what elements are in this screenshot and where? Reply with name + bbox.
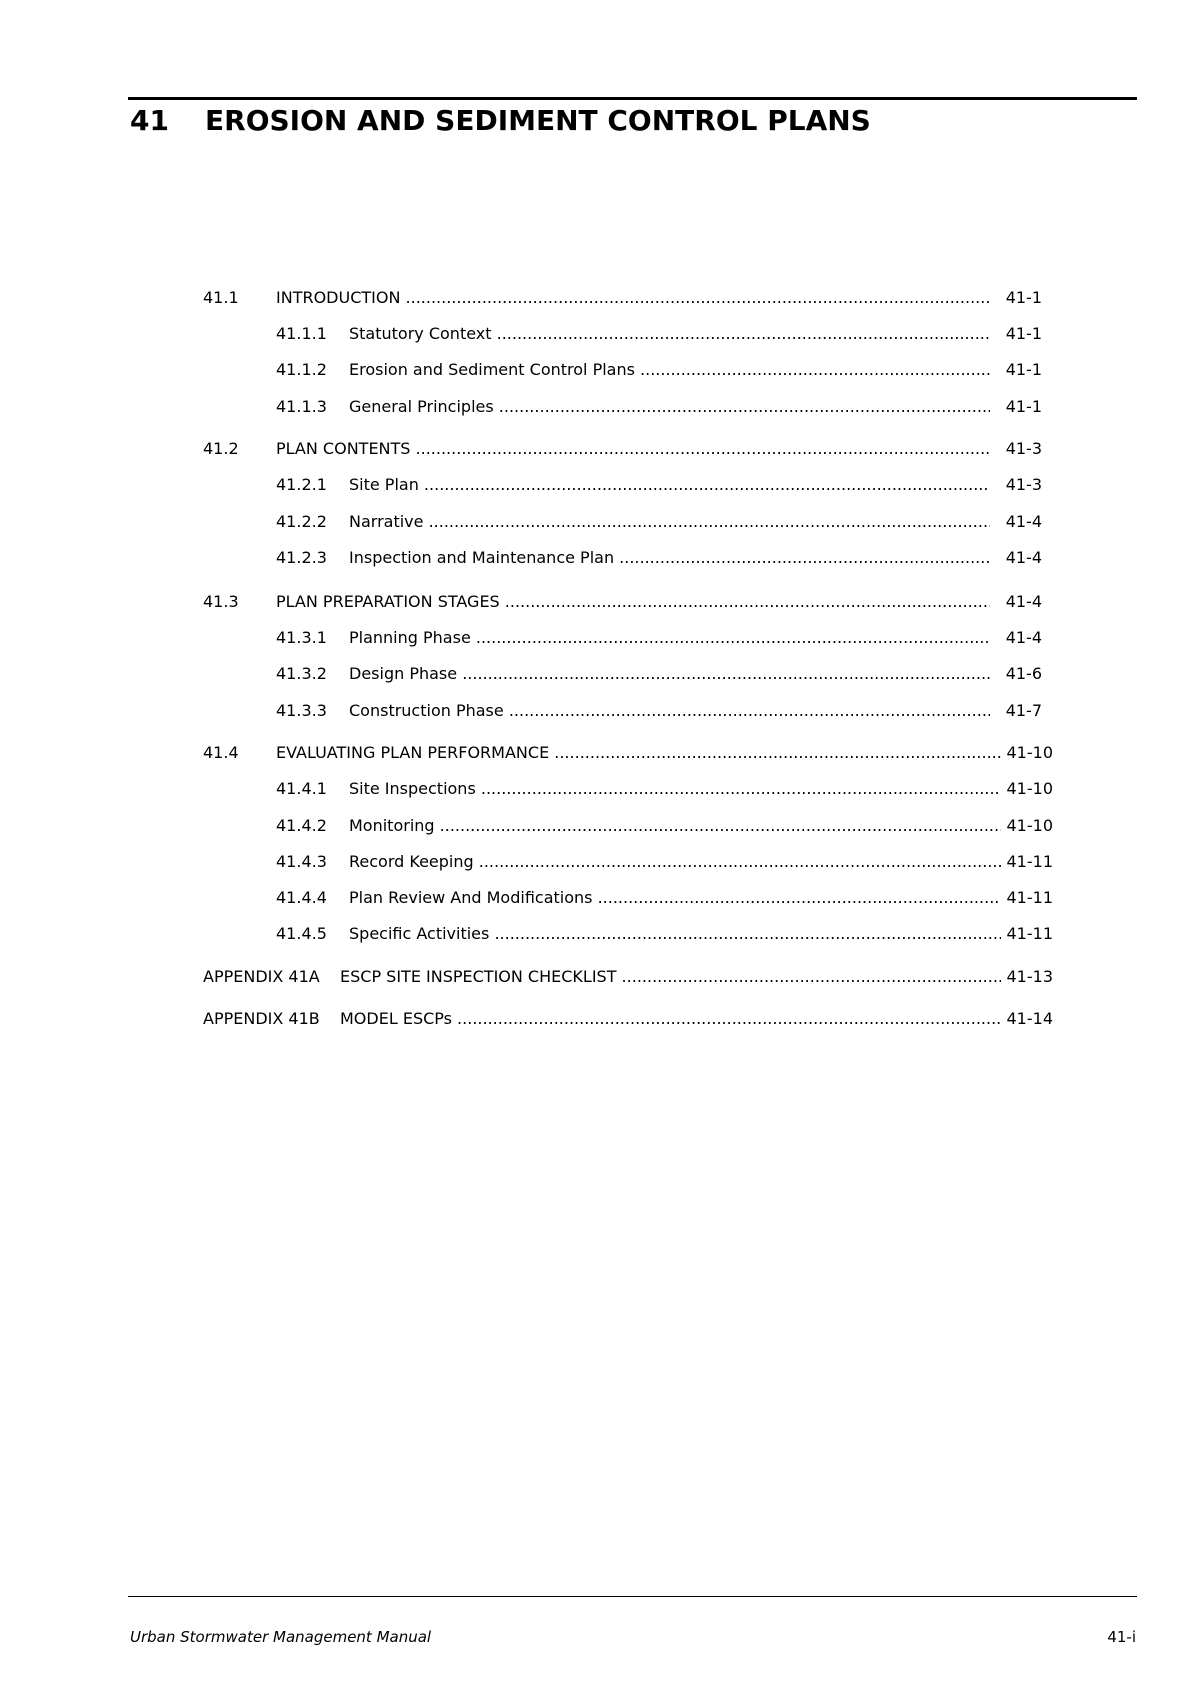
toc-entry-title: Site Plan ..... [349, 473, 990, 497]
toc-entry-page: 41-4 [990, 546, 1042, 570]
toc-entry-subsection[interactable] [276, 699, 1042, 723]
toc-entry-subsection[interactable] [276, 358, 1042, 382]
toc-entry-number: 41.4.1 [276, 779, 327, 798]
toc-entry-title: Design Phase ..... [349, 662, 990, 686]
toc-entry-page: 41-10 [1001, 777, 1053, 801]
toc-entry-title: Site Inspections ..... [349, 777, 1001, 801]
toc-entry-number: APPENDIX 41B [203, 1009, 320, 1028]
toc-entry-title: Statutory Context ..... [349, 322, 990, 346]
toc-entry-title: Monitoring ..... [349, 814, 1001, 838]
toc-entry-page: 41-4 [990, 510, 1042, 534]
toc-entry-subsection[interactable] [276, 546, 1042, 570]
toc-entry-number: APPENDIX 41A [203, 967, 320, 986]
toc-entry-subsection[interactable] [276, 626, 1042, 650]
toc-entry-section[interactable] [203, 741, 1053, 765]
toc-entry-page: 41-4 [990, 626, 1042, 650]
toc-entry-page: 41-14 [1001, 1007, 1053, 1031]
toc-entry-number: 41.3.2 [276, 664, 327, 683]
toc-entry-page: 41-10 [1001, 741, 1053, 765]
toc-entry-title: Plan Review And Modifications ..... [349, 886, 1001, 910]
toc-entry-number: 41.4 [203, 743, 239, 762]
toc-entry-page: 41-11 [1001, 850, 1053, 874]
toc-entry-page: 41-1 [990, 395, 1042, 419]
toc-entry-subsection[interactable] [276, 473, 1042, 497]
toc-entry-number: 41.4.5 [276, 924, 327, 943]
footer-page-number: 41-i [1107, 1628, 1136, 1646]
toc-entry-section[interactable] [203, 286, 1042, 310]
toc-entry-page: 41-7 [990, 699, 1042, 723]
toc-entry-title: Record Keeping ..... [349, 850, 1001, 874]
toc-entry-number: 41.4.2 [276, 816, 327, 835]
chapter-number: 41 [130, 104, 169, 137]
toc-entry-title: PLAN PREPARATION STAGES ..... [276, 590, 990, 614]
bottom-rule [128, 1596, 1137, 1597]
toc-entry-page: 41-1 [990, 322, 1042, 346]
toc-entry-subsection[interactable] [276, 662, 1042, 686]
toc-entry-page: 41-6 [990, 662, 1042, 686]
toc-entry-number: 41.1.2 [276, 360, 327, 379]
toc-entry-page: 41-1 [990, 286, 1042, 310]
toc-entry-number: 41.2 [203, 439, 239, 458]
toc-entry-title: ESCP SITE INSPECTION CHECKLIST ..... [340, 965, 1001, 989]
toc-entry-number: 41.4.4 [276, 888, 327, 907]
toc-entry-page: 41-3 [990, 473, 1042, 497]
toc-entry-section[interactable] [203, 437, 1042, 461]
toc-entry-title: INTRODUCTION ..... [276, 286, 990, 310]
toc-entry-title: Specific Activities ..... [349, 922, 1001, 946]
toc-entry-title: MODEL ESCPs ..... [340, 1007, 1001, 1031]
toc-entry-subsection[interactable] [276, 777, 1053, 801]
toc-entry-number: 41.4.3 [276, 852, 327, 871]
toc-entry-title: Planning Phase ..... [349, 626, 990, 650]
toc-entry-subsection[interactable] [276, 322, 1042, 346]
toc-entry-subsection[interactable] [276, 922, 1053, 946]
toc-entry-number: 41.1.3 [276, 397, 327, 416]
chapter-title: EROSION AND SEDIMENT CONTROL PLANS [205, 104, 871, 137]
toc-entry-title: Inspection and Maintenance Plan ..... [349, 546, 990, 570]
toc-entry-appendix[interactable] [203, 1007, 1053, 1031]
toc-entry-title: EVALUATING PLAN PERFORMANCE ..... [276, 741, 1001, 765]
toc-entry-subsection[interactable] [276, 886, 1053, 910]
toc-entry-title: Erosion and Sediment Control Plans ..... [349, 358, 990, 382]
toc-entry-page: 41-11 [1001, 886, 1053, 910]
toc-entry-page: 41-13 [1001, 965, 1053, 989]
toc-entry-appendix[interactable] [203, 965, 1053, 989]
toc-entry-number: 41.2.2 [276, 512, 327, 531]
toc-entry-subsection[interactable] [276, 850, 1053, 874]
toc-entry-title: General Principles ..... [349, 395, 990, 419]
toc-entry-page: 41-10 [1001, 814, 1053, 838]
toc-entry-subsection[interactable] [276, 814, 1053, 838]
toc-entry-page: 41-3 [990, 437, 1042, 461]
toc-entry-subsection[interactable] [276, 395, 1042, 419]
toc-entry-page: 41-11 [1001, 922, 1053, 946]
toc-entry-title: Construction Phase ..... [349, 699, 990, 723]
toc-entry-section[interactable] [203, 590, 1042, 614]
toc-entry-number: 41.3.1 [276, 628, 327, 647]
toc-entry-page: 41-4 [990, 590, 1042, 614]
toc-entry-number: 41.1 [203, 288, 239, 307]
toc-entry-title: PLAN CONTENTS ..... [276, 437, 990, 461]
footer-manual-title: Urban Stormwater Management Manual [130, 1628, 432, 1646]
toc-entry-title: Narrative ..... [349, 510, 990, 534]
toc-entry-number: 41.1.1 [276, 324, 327, 343]
toc-entry-subsection[interactable] [276, 510, 1042, 534]
toc-entry-number: 41.2.1 [276, 475, 327, 494]
toc-entry-number: 41.2.3 [276, 548, 327, 567]
toc-entry-number: 41.3.3 [276, 701, 327, 720]
toc-entry-number: 41.3 [203, 592, 239, 611]
toc-entry-page: 41-1 [990, 358, 1042, 382]
